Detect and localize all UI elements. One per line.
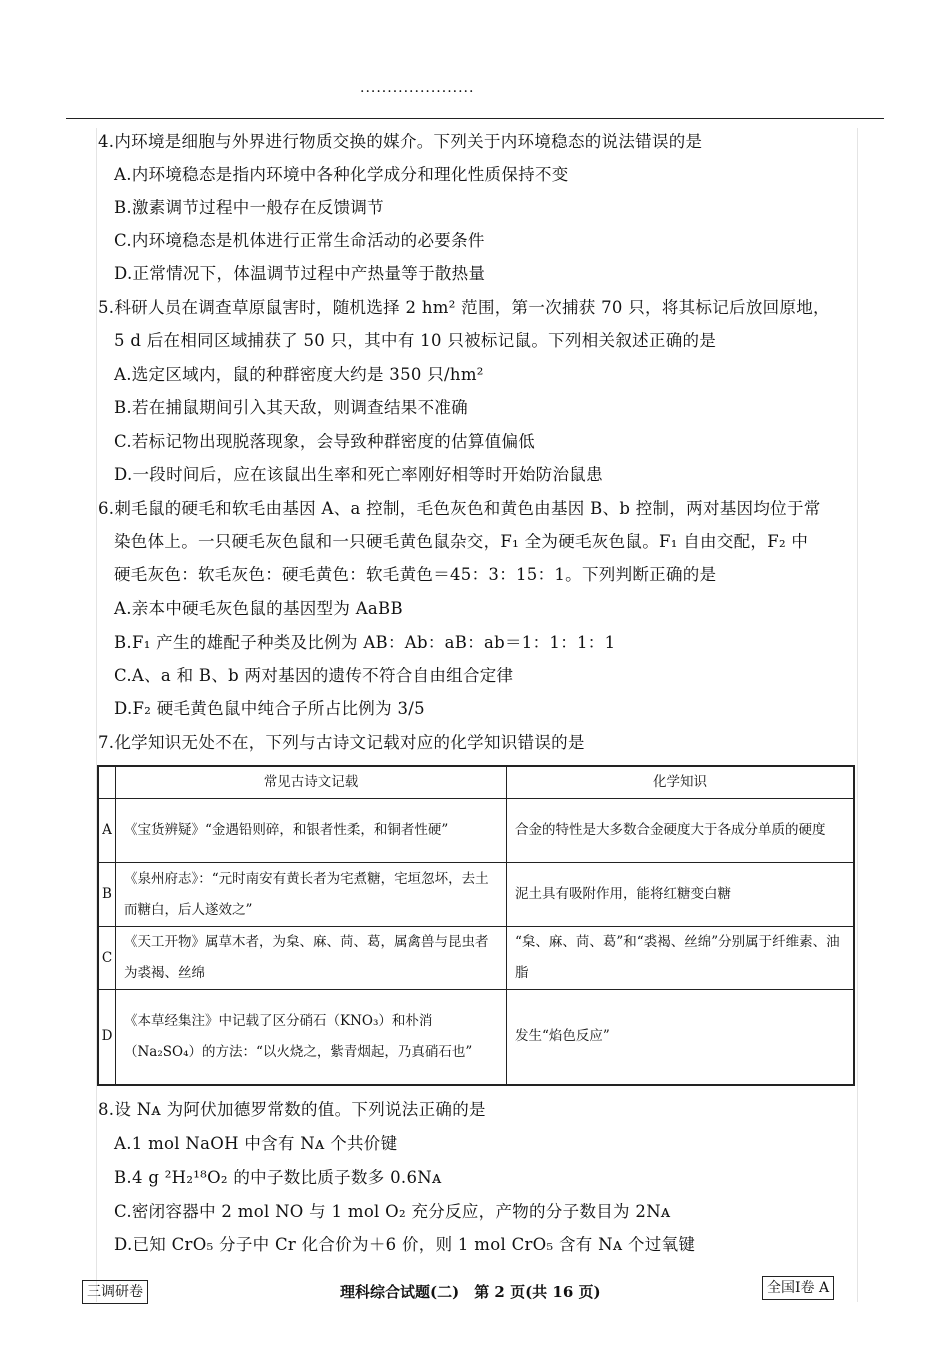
- table-header-knowledge: 化学知识: [507, 766, 855, 799]
- table-row: [98, 927, 854, 990]
- q6-option-c: C.A、a 和 B、b 两对基因的遗传不符合自由组合定律: [114, 666, 514, 685]
- row-record: 《天工开物》属草木者，为枲、麻、苘、葛，属禽兽与昆虫者为裘褐、丝绵: [116, 927, 507, 990]
- footer-left-badge: 三调研卷: [82, 1280, 148, 1304]
- row-record: 《宝货辨疑》“金遇铅则碎，和银者性柔，和铜者性硬”: [116, 799, 507, 863]
- q8-option-c: C.密闭容器中 2 mol NO 与 1 mol O₂ 充分反应，产物的分子数目为 2Nᴀ: [114, 1202, 671, 1221]
- q8-option-a: A.1 mol NaOH 中含有 Nᴀ 个共价键: [114, 1134, 398, 1153]
- q8-option-d: D.已知 CrO₅ 分子中 Cr 化合价为＋6 价，则 1 mol CrO₅ 含有 Nᴀ 个过氧键: [114, 1235, 696, 1254]
- q6-option-a: A.亲本中硬毛灰色鼠的基因型为 AaBB: [114, 599, 403, 618]
- table-header-label: [98, 766, 116, 799]
- q5-option-d: D.一段时间后，应在该鼠出生率和死亡率刚好相等时开始防治鼠患: [114, 465, 603, 484]
- row-label: D: [98, 990, 116, 1085]
- row-knowledge: 发生“焰色反应”: [507, 990, 855, 1085]
- row-record: 《泉州府志》：“元时南安有黄长者为宅煮糖，宅垣忽坏，去土而糖白，后人遂效之”: [116, 863, 507, 927]
- q6-stem-line3: 硬毛灰色：软毛灰色：硬毛黄色：软毛黄色＝45：3：15：1。下列判断正确的是: [114, 565, 717, 584]
- q6-option-d: D.F₂ 硬毛黄色鼠中纯合子所占比例为 3/5: [114, 699, 425, 718]
- q8-stem: 8.设 Nᴀ 为阿伏加德罗常数的值。下列说法正确的是: [98, 1100, 486, 1119]
- header-rule: [66, 118, 884, 119]
- footer-page-info: 理科综合试题(二) 第 2 页(共 16 页): [340, 1283, 601, 1301]
- q6-option-b: B.F₁ 产生的雄配子种类及比例为 AB：Ab：aB：ab＝1：1：1：1: [114, 633, 616, 652]
- q5-stem-line1: 5.科研人员在调查草原鼠害时，随机选择 2 hm² 范围，第一次捕获 70 只，将其标记后放回原地，: [98, 298, 830, 317]
- q4-option-b: B.激素调节过程中一般存在反馈调节: [114, 198, 384, 217]
- row-label: B: [98, 863, 116, 927]
- table-row: [98, 863, 854, 927]
- table-header-row: [98, 766, 854, 799]
- q5-option-c: C.若标记物出现脱落现象，会导致种群密度的估算值偏低: [114, 432, 536, 451]
- table-row: [98, 990, 854, 1085]
- q6-stem-line2: 染色体上。一只硬毛灰色鼠和一只硬毛黄色鼠杂交，F₁ 全为硬毛灰色鼠。F₁ 自由交配，F₂ 中: [114, 532, 809, 551]
- row-knowledge: 泥土具有吸附作用，能将红糖变白糖: [507, 863, 855, 927]
- table-row: [98, 799, 854, 863]
- q7-table: [97, 765, 855, 1086]
- footer-right-badge: 全国Ⅰ卷 A: [762, 1276, 834, 1300]
- table-header-record: 常见古诗文记载: [116, 766, 507, 799]
- row-label: C: [98, 927, 116, 990]
- q5-stem-line2: 5 d 后在相同区域捕获了 50 只，其中有 10 只被标记鼠。下列相关叙述正确的是: [114, 331, 717, 350]
- header-dots: .....................: [360, 80, 475, 96]
- q4-option-c: C.内环境稳态是机体进行正常生命活动的必要条件: [114, 231, 485, 250]
- q7-stem: 7.化学知识无处不在，下列与古诗文记载对应的化学知识错误的是: [98, 733, 585, 752]
- q5-option-a: A.选定区域内，鼠的种群密度大约是 350 只/hm²: [114, 365, 484, 384]
- q6-stem-line1: 6.刺毛鼠的硬毛和软毛由基因 A、a 控制，毛色灰色和黄色由基因 B、b 控制，两对基因均位于常: [98, 499, 821, 518]
- row-label: A: [98, 799, 116, 863]
- q4-stem: 4.内环境是细胞与外界进行物质交换的媒介。下列关于内环境稳态的说法错误的是: [98, 132, 703, 151]
- q4-option-d: D.正常情况下，体温调节过程中产热量等于散热量: [114, 264, 486, 283]
- q5-option-b: B.若在捕鼠期间引入其天敌，则调查结果不准确: [114, 398, 468, 417]
- q8-option-b: B.4 g ²H₂¹⁸O₂ 的中子数比质子数多 0.6Nᴀ: [114, 1168, 442, 1187]
- q4-option-a: A.内环境稳态是指内环境中各种化学成分和理化性质保持不变: [114, 165, 569, 184]
- row-knowledge: 合金的特性是大多数合金硬度大于各成分单质的硬度: [507, 799, 855, 863]
- row-record: 《本草经集注》中记载了区分硝石（KNO₃）和朴消（Na₂SO₄）的方法：“以火烧之，紫青烟起，乃真硝石也”: [116, 990, 507, 1085]
- row-knowledge: “枲、麻、苘、葛”和“裘褐、丝绵”分别属于纤维素、油脂: [507, 927, 855, 990]
